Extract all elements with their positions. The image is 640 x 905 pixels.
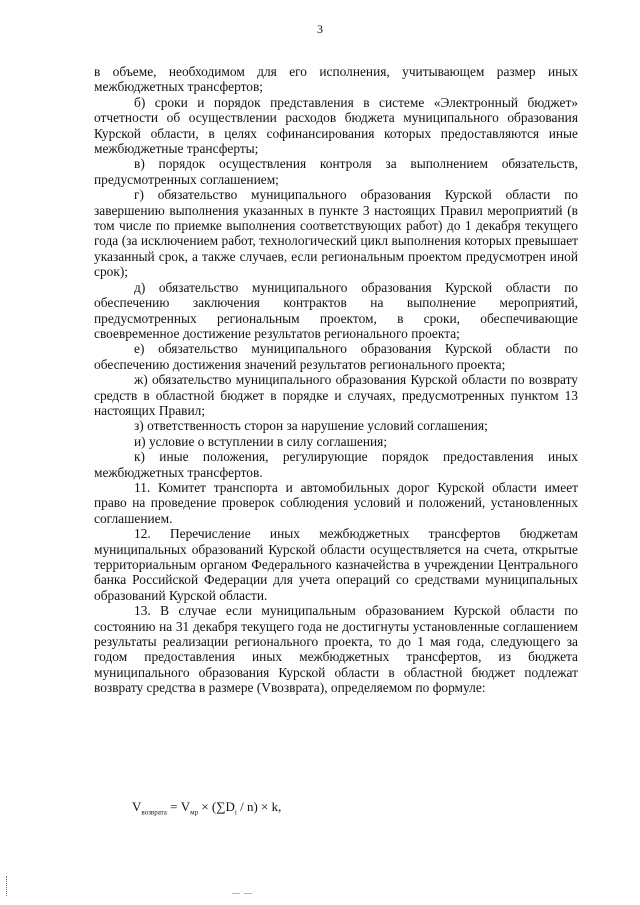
formula-lhs: V bbox=[132, 799, 142, 814]
formula-tail: / n) × k, bbox=[236, 799, 282, 814]
page-number: 3 bbox=[317, 22, 323, 36]
paragraph: е) обязательство муниципального образования Курской области по обеспечению достижения значений результатов регионального проекта; bbox=[94, 341, 578, 372]
paragraph: в объеме, необходимом для его исполнения, учитывающем размер иных межбюджетных трансфертов; bbox=[94, 64, 578, 95]
body-text bbox=[94, 64, 578, 696]
formula-sum: × (∑D bbox=[201, 799, 235, 814]
paragraph: 12. Перечисление иных межбюджетных трансфертов бюджетам муниципальных образований Курской области осуществляется на счета, открытые территориальным органом Федерального казначейства в учреждении Центрального банка Российской Федерации для учета операций со средствами муниципальных образований Курской области. bbox=[94, 526, 578, 603]
formula-term-subscript: мр bbox=[190, 808, 199, 817]
paragraph: 11. Комитет транспорта и автомобильных дорог Курской области имеет право на проведение проверок соблюдения условий и положений, установленных соглашением. bbox=[94, 479, 578, 526]
paragraph: 13. В случае если муниципальным образованием Курской области по состоянию на 31 декабря текущего года не достигнуты установленные соглашением результаты реализации регионального проекта, то до 1 мая года, следующего за годом предоставления иных межбюджетных трансфертов, из бюджета муниципального образования Курской области в областной бюджет подлежат возврату средства в размере (Vвозврата), определяемом по формуле: bbox=[94, 603, 578, 696]
paragraph: в) порядок осуществления контроля за выполнением обязательств, предусмотренных соглашением; bbox=[94, 156, 578, 187]
paragraph: д) обязательство муниципального образования Курской области по обеспечению заключения контрактов на выполнение мероприятий, предусмотренных региональным проектом, в сроки, обеспечивающие своевременное достижение результатов регионального проекта; bbox=[94, 279, 578, 341]
paragraph: г) обязательство муниципального образования Курской области по завершению выполнения указанных в пункте 3 настоящих Правил мероприятий (в том числе по приемке выполнения соответствующих работ) до 1 декабря текущего года (за исключением работ, технологический цикл выполнения которых превышает указанный срок, а также случаев, если региональным проектом предусмотрен иной срок); bbox=[94, 187, 578, 280]
paragraph: з) ответственность сторон за нарушение условий соглашения; bbox=[134, 418, 488, 434]
paragraph: ж) обязательство муниципального образования Курской области по возврату средств в областной бюджет в порядке и случаях, предусмотренных пунктом 13 настоящих Правил; bbox=[94, 372, 578, 418]
refund-formula bbox=[132, 799, 281, 817]
paragraph: к) иные положения, регулирующие порядок предоставления иных межбюджетных трансфертов. bbox=[94, 449, 578, 480]
footer-mark: — — bbox=[232, 888, 253, 897]
formula-equals: = bbox=[170, 799, 178, 814]
formula-term: V bbox=[180, 799, 191, 814]
paragraph: и) условие о вступлении в силу соглашения; bbox=[134, 433, 388, 449]
formula-lhs-subscript: возврата bbox=[141, 808, 167, 817]
paragraph: б) сроки и порядок представления в системе «Электронный бюджет» отчетности об осуществлении расходов бюджета муниципального образования Курской области, в целях софинансирования которых предоставляются иные межбюджетные трансферты; bbox=[94, 94, 578, 157]
scan-edge-mark bbox=[6, 876, 9, 896]
formula-sum-subscript: i bbox=[234, 808, 237, 817]
